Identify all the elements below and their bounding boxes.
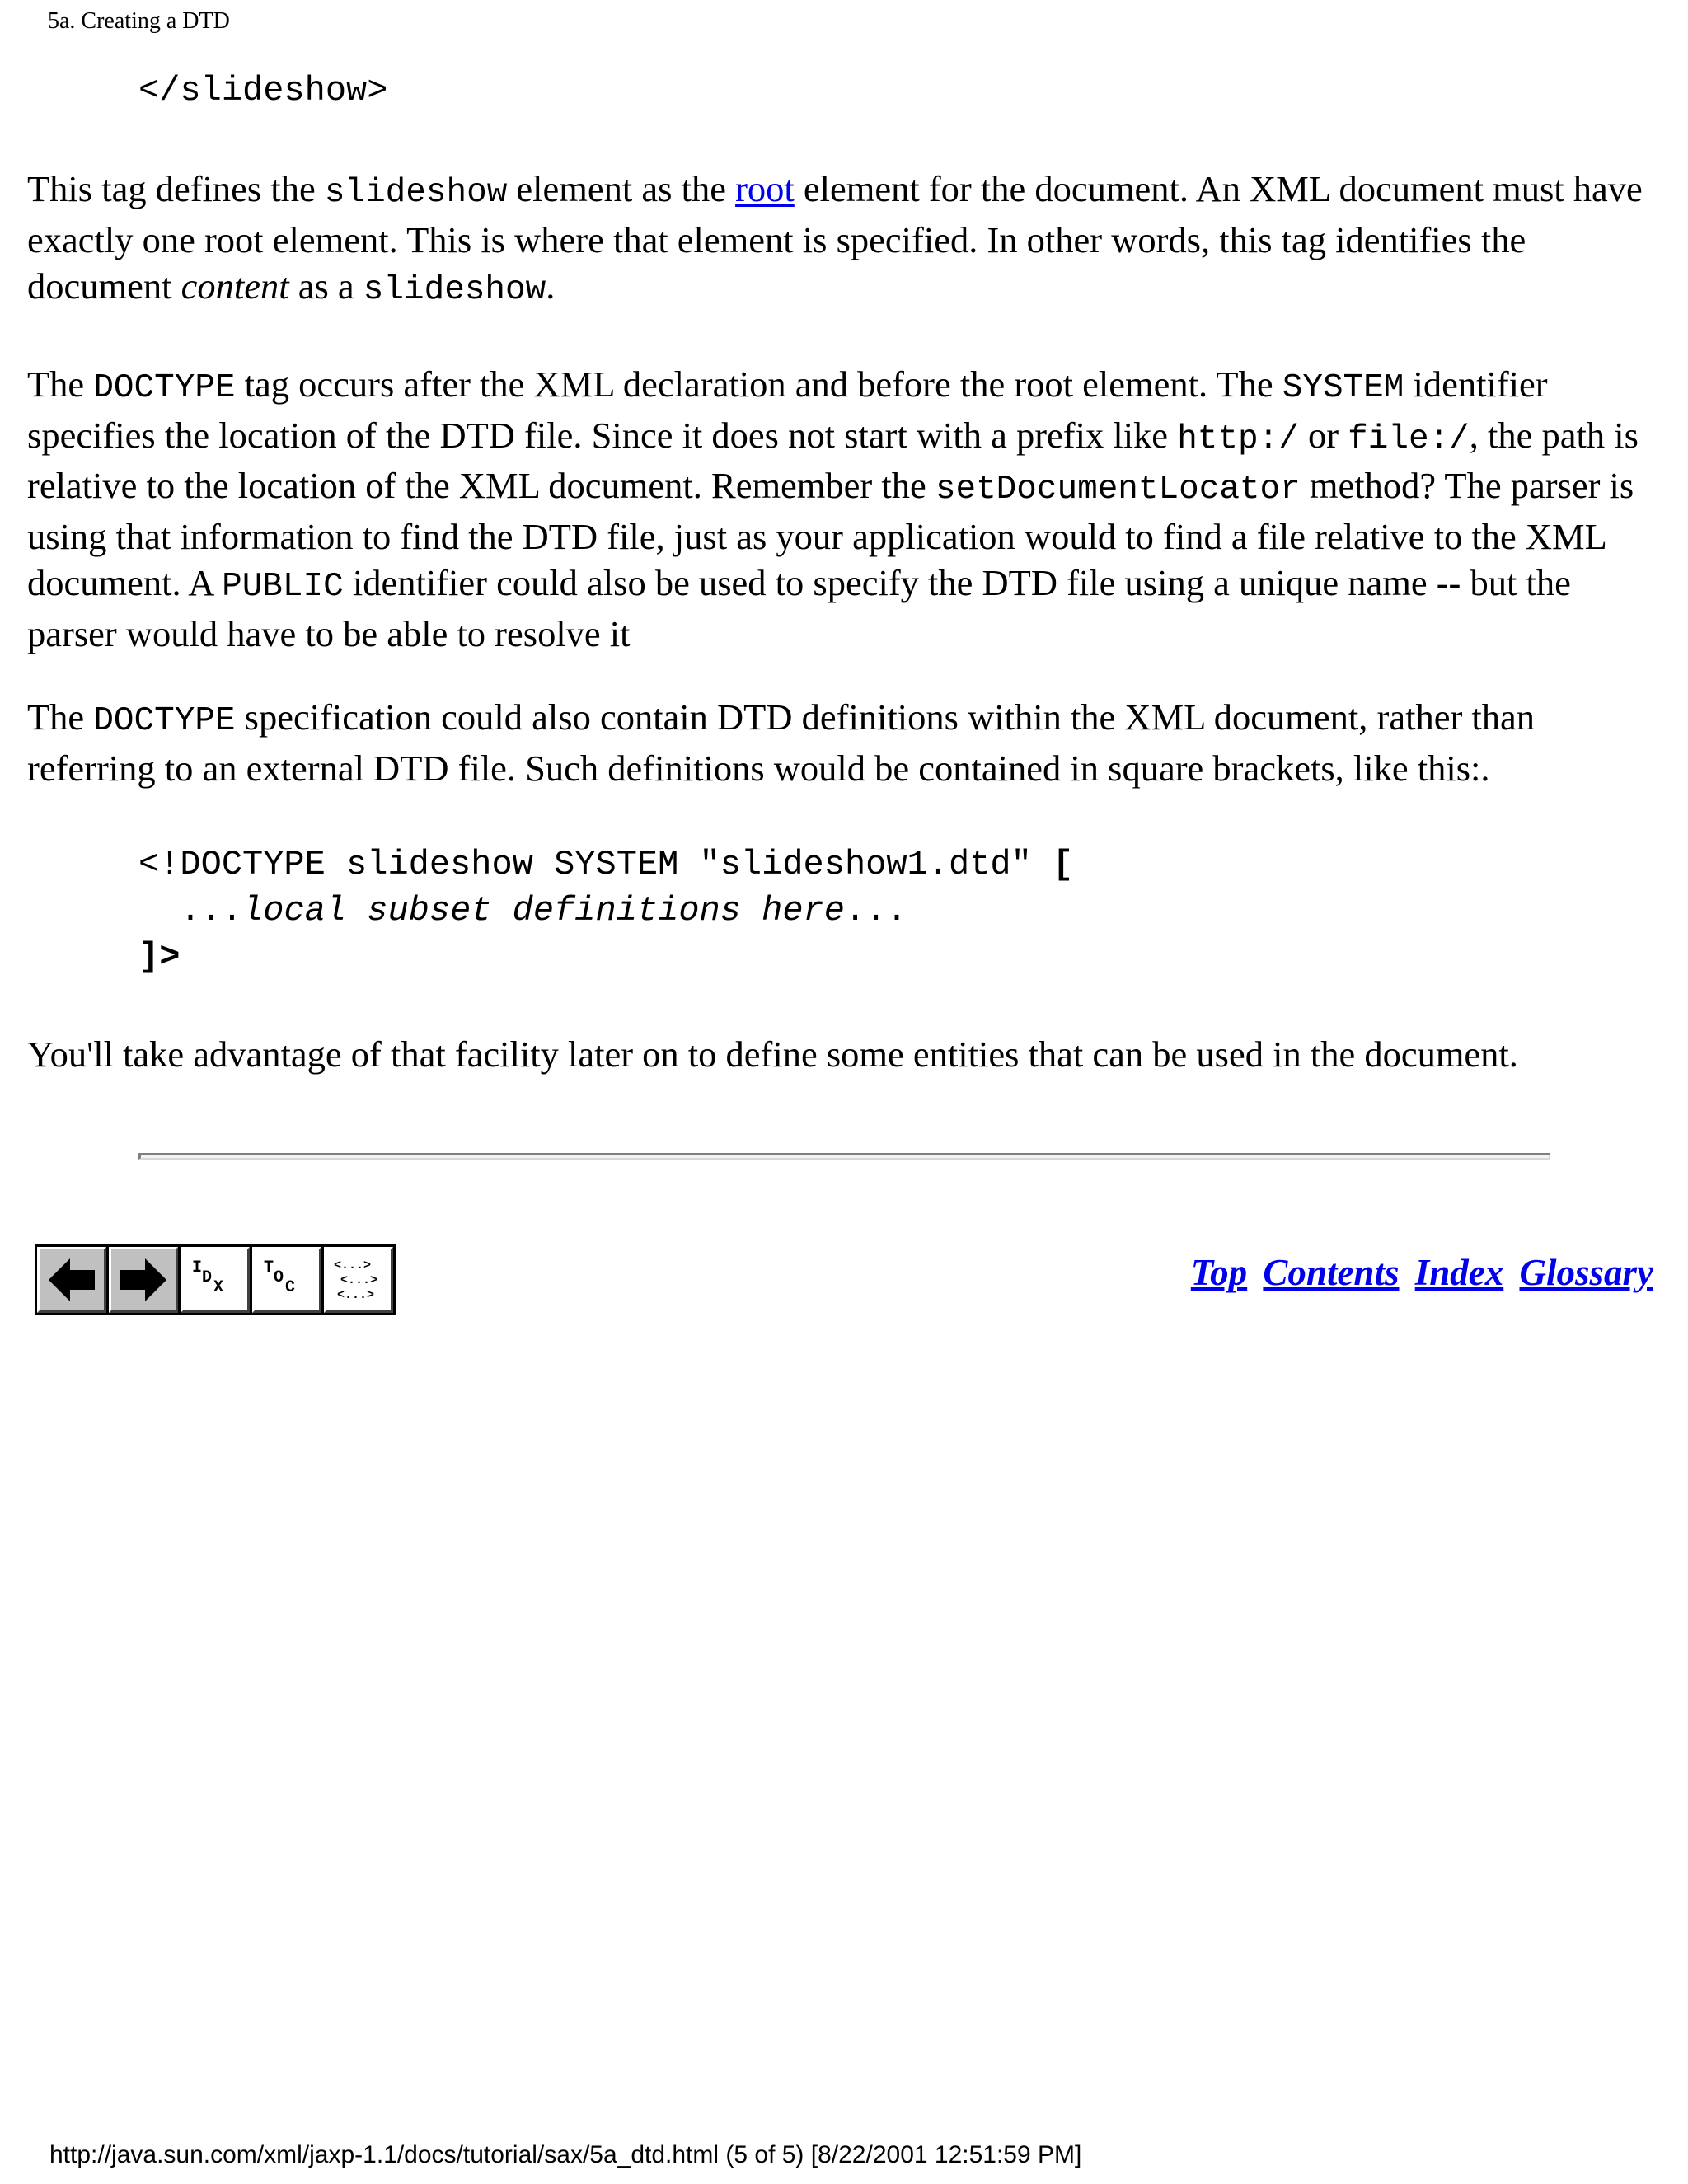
next-button[interactable] — [109, 1247, 178, 1313]
code-subset-italic: local subset definitions here — [242, 891, 845, 930]
index-link[interactable]: Index — [1414, 1252, 1504, 1293]
paragraph-doctype-specification — [27, 694, 1667, 791]
p3-text-2: specification could also contain DTD definitions within the XML document, rather than referring to an external DTD file. Such definitions would be contained in square brackets, like this:. — [27, 696, 1536, 789]
index-button[interactable] — [181, 1247, 250, 1313]
p2-code-file: file:/ — [1348, 419, 1470, 458]
glossary-link[interactable]: Glossary — [1519, 1252, 1653, 1293]
xml-listing-icon — [332, 1254, 385, 1306]
toc-icon — [260, 1254, 313, 1306]
p1-code-slideshow-2: slideshow — [363, 271, 546, 309]
navigation-button-bar — [35, 1244, 396, 1315]
svg-text:I: I — [192, 1258, 203, 1277]
xml-listing-button[interactable] — [324, 1247, 393, 1313]
top-link[interactable]: Top — [1190, 1252, 1248, 1293]
p2-text-6: method? The parser is using that information to find the DTD file, just as your application would to find a file relative to the XML document. A — [27, 465, 1634, 603]
code-closing-tag: </slideshow> — [138, 71, 388, 110]
svg-text:D: D — [202, 1268, 213, 1287]
svg-text:<...>: <...> — [337, 1288, 375, 1302]
p3-text-1: The — [27, 696, 94, 738]
code-open-bracket: [ — [1052, 845, 1074, 884]
p2-text-5: , the path is relative to the location of the XML document. Remember the — [27, 414, 1639, 506]
p1-text-5: . — [546, 265, 556, 307]
previous-arrow-icon — [45, 1254, 98, 1306]
paragraph-facility: You'll take advantage of that facility later on to define some entities that can be used in the document. — [27, 1033, 1518, 1075]
p1-code-slideshow: slideshow — [324, 174, 508, 212]
p2-text-1: The — [27, 363, 94, 405]
previous-button[interactable] — [37, 1247, 106, 1313]
paragraph-doctype-tag — [27, 361, 1667, 657]
p2-text-3: identifier specifies the location of the DTD file. Since it does not start with a prefix like — [27, 363, 1548, 456]
toc-button[interactable] — [252, 1247, 321, 1313]
code-close-bracket: ]> — [138, 937, 181, 977]
code-subset-line — [138, 891, 907, 930]
p3-code-doctype: DOCTYPE — [93, 702, 236, 740]
svg-text:T: T — [264, 1258, 274, 1277]
page-url-footer: http://java.sun.com/xml/jaxp-1.1/docs/tutorial/sax/5a_dtd.html (5 of 5) [8/22/2001 12:51:59 PM] — [49, 2141, 1082, 2168]
next-arrow-icon — [117, 1254, 170, 1306]
svg-text:O: O — [274, 1268, 284, 1287]
p1-text-2: element as the — [507, 168, 736, 209]
p2-text-2: tag occurs after the XML declaration and before the root element. The — [235, 363, 1282, 405]
footer-navigation-links — [1184, 1251, 1653, 1294]
svg-text:C: C — [285, 1278, 296, 1297]
p2-code-system: SYSTEM — [1282, 369, 1404, 407]
p2-code-doctype: DOCTYPE — [93, 369, 236, 407]
p1-text-4: as a — [288, 265, 363, 307]
running-title: 5a. Creating a DTD — [48, 8, 230, 34]
code-doctype-text: <!DOCTYPE slideshow SYSTEM "slideshow1.dtd" — [138, 845, 1053, 884]
p2-text-7: identifier could also be used to specify the DTD file using a unique name -- but the parser would have to be able to resolve it — [27, 562, 1571, 654]
p1-text-1: This tag defines the — [27, 168, 325, 209]
p2-code-http: http:/ — [1177, 419, 1299, 458]
p2-code-setdocumentlocator: setDocumentLocator — [935, 471, 1301, 509]
p1-emphasis-content: content — [181, 265, 289, 307]
svg-text:<...>: <...> — [340, 1273, 378, 1287]
svg-text:X: X — [213, 1278, 224, 1297]
contents-link[interactable]: Contents — [1263, 1252, 1400, 1293]
index-icon — [189, 1254, 241, 1306]
horizontal-rule — [138, 1153, 1550, 1160]
p2-code-public: PUBLIC — [222, 568, 344, 606]
svg-text:<...>: <...> — [334, 1258, 372, 1272]
p1-text-3: element for the document. An XML document must have exactly one root element. This is where that element is specified. In other words, this tag identifies the document — [27, 168, 1643, 307]
code-doctype-line — [138, 845, 1073, 884]
paragraph-root-element — [27, 166, 1667, 314]
code-dots-start: ... — [138, 891, 243, 930]
root-link[interactable]: root — [735, 168, 795, 209]
code-dots-end: ... — [844, 891, 907, 930]
p2-text-4: or — [1298, 414, 1348, 456]
